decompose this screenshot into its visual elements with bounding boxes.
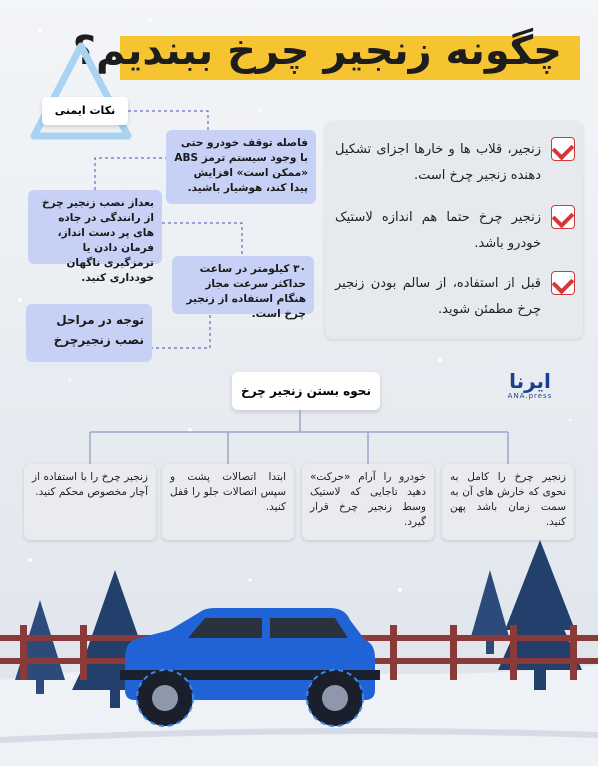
checklist-item: زنجیر، قلاب ها و خارها اجزای تشکیل دهنده زنجیر چرخ است. xyxy=(335,137,575,189)
safety-note-3: ۳۰ کیلومتر در ساعت حداکثر سرعت مجاز هنگام استفاده از زنجیر چرخ است. xyxy=(172,256,314,314)
step-card-2: خودرو را آرام «حرکت» دهید تاجایی که لاستیک وسط زنجیر چرخ قرار گیرد. xyxy=(302,464,434,540)
safety-note-1: فاصله توقف خودرو حتی با وجود سیستم ترمز ABS «ممکن است» افزایش پیدا کند، هوشیار باشید. xyxy=(166,130,316,204)
steps-title: نحوه بستن زنجیر چرخ xyxy=(232,372,380,410)
checkmark-icon xyxy=(551,205,575,229)
step-card-3: ابتدا اتصالات پشت و سپس اتصالات جلو را قفل کنید. xyxy=(162,464,294,540)
steps-tree-lines xyxy=(0,400,598,470)
checklist-item: زنجیر چرخ حتما هم اندازه لاستیک خودرو باشد. xyxy=(335,205,575,257)
title-text: چگونه زنجیر چرخ ببندیم؟ xyxy=(72,28,562,74)
checklist-panel xyxy=(325,121,583,339)
checkmark-icon xyxy=(551,271,575,295)
step-card-1: زنجیر چرخ را کامل به نحوی که خارش های آن به سمت زمان باشد پهن کنید. xyxy=(442,464,574,540)
pine-tree-icon xyxy=(470,570,510,654)
checkmark-icon xyxy=(551,137,575,161)
step-card-4: زنجیر چرخ را با استفاده از آچار مخصوص محکم کنید. xyxy=(24,464,156,540)
agency-logo: ایرنا ANA.press xyxy=(507,369,553,400)
safety-note-2: بعداز نصب زنجیر چرخ از رانندگی در جاده های پر دست انداز، فرمان دادن یا ترمزگیری ناگهان خودداری کنید. xyxy=(28,190,162,264)
safety-tag: نکات ایمنی xyxy=(42,97,128,125)
checklist-item: قبل از استفاده، از سالم بودن زنجیر چرخ مطمئن شوید. xyxy=(335,271,575,323)
safety-note-4: توجه در مراحل نصب زنجیرچرخ xyxy=(26,304,152,362)
winter-scene xyxy=(0,540,598,766)
